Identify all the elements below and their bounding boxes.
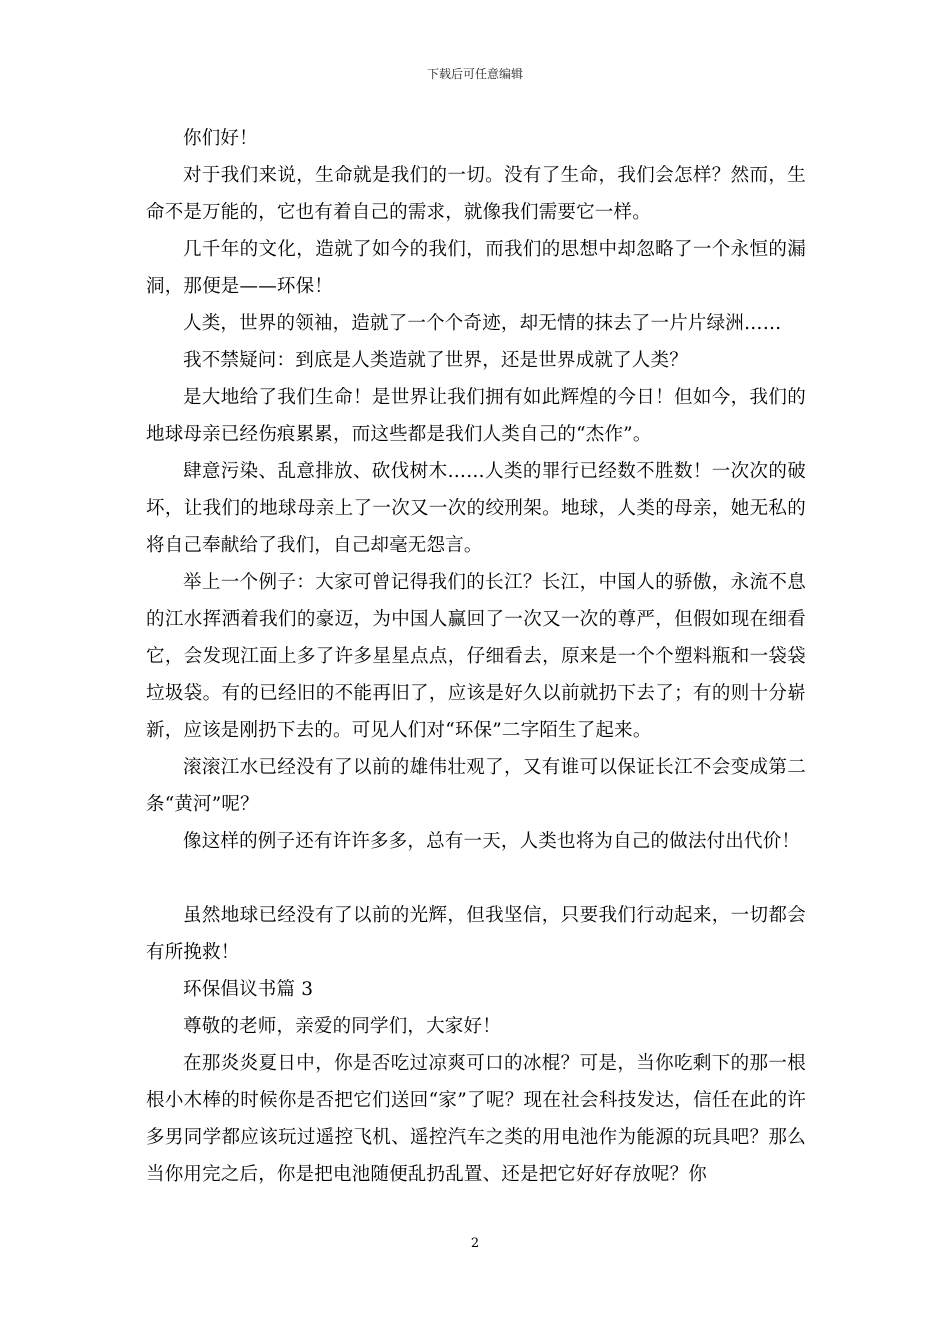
paragraph: 肆意污染、乱意排放、砍伐树木……人类的罪行已经数不胜数！一次次的破坏，让我们的地球母亲上了一次又一次的绞刑架。地球，人类的母亲，她无私的将自己奉献给了我们，自己却毫无怨言。 bbox=[146, 461, 806, 556]
paragraph-greeting: 你们好！ bbox=[183, 128, 258, 149]
paragraph: 几千年的文化，造就了如今的我们，而我们的思想中却忽略了一个永恒的漏洞，那便是——环保！ bbox=[146, 239, 806, 297]
paragraph: 在那炎炎夏日中，你是否吃过凉爽可口的冰棍？可是，当你吃剩下的那一根根小木棒的时候你是否把它们送回“家”了呢？现在社会科技发达，信任在此的许多男同学都应该玩过遥控飞机、遥控汽车之类的用电池作为能源的玩具吧？那么当你用完之后，你是把电池随便乱扔乱置、还是把它好好存放呢？你 bbox=[146, 1053, 806, 1185]
paragraph: 是大地给了我们生命！是世界让我们拥有如此辉煌的今日！但如今，我们的地球母亲已经伤痕累累，而这些都是我们人类自己的“杰作”。 bbox=[146, 387, 806, 445]
paragraph: 对于我们来说，生命就是我们的一切。没有了生命，我们会怎样？然而，生命不是万能的，它也有着自己的需求，就像我们需要它一样。 bbox=[146, 165, 806, 223]
blank-line bbox=[146, 860, 806, 897]
section-heading: 环保倡议书篇 3 bbox=[183, 979, 314, 1000]
page-header-note: 下载后可任意编辑 bbox=[426, 67, 523, 81]
paragraph: 人类，世界的领袖，造就了一个个奇迹，却无情的抹去了一片片绿洲…… bbox=[183, 313, 782, 334]
paragraph: 举上一个例子：大家可曾记得我们的长江？长江，中国人的骄傲，永流不息的江水挥洒着我们的豪迈，为中国人赢回了一次又一次的尊严，但假如现在细看它，会发现江面上多了许多星星点点，仔细看去，原来是一个个塑料瓶和一袋袋垃圾袋。有的已经旧的不能再旧了，应该是好久以前就扔下去了；有的则十分崭新，应该是刚扔下去的。可见人们对“环保”二字陌生了起来。 bbox=[146, 572, 806, 741]
paragraph: 我不禁疑问：到底是人类造就了世界，还是世界成就了人类？ bbox=[183, 350, 688, 371]
paragraph: 像这样的例子还有许许多多，总有一天，人类也将为自己的做法付出代价！ bbox=[183, 831, 801, 852]
paragraph: 虽然地球已经没有了以前的光辉，但我坚信，只要我们行动起来，一切都会有所挽救！ bbox=[146, 905, 806, 963]
document-body bbox=[146, 120, 806, 1193]
paragraph-greeting: 尊敬的老师，亲爱的同学们，大家好！ bbox=[183, 1016, 501, 1037]
paragraph: 滚滚江水已经没有了以前的雄伟壮观了，又有谁可以保证长江不会变成第二条“黄河”呢？ bbox=[146, 757, 806, 815]
page-number: 2 bbox=[470, 1236, 480, 1251]
